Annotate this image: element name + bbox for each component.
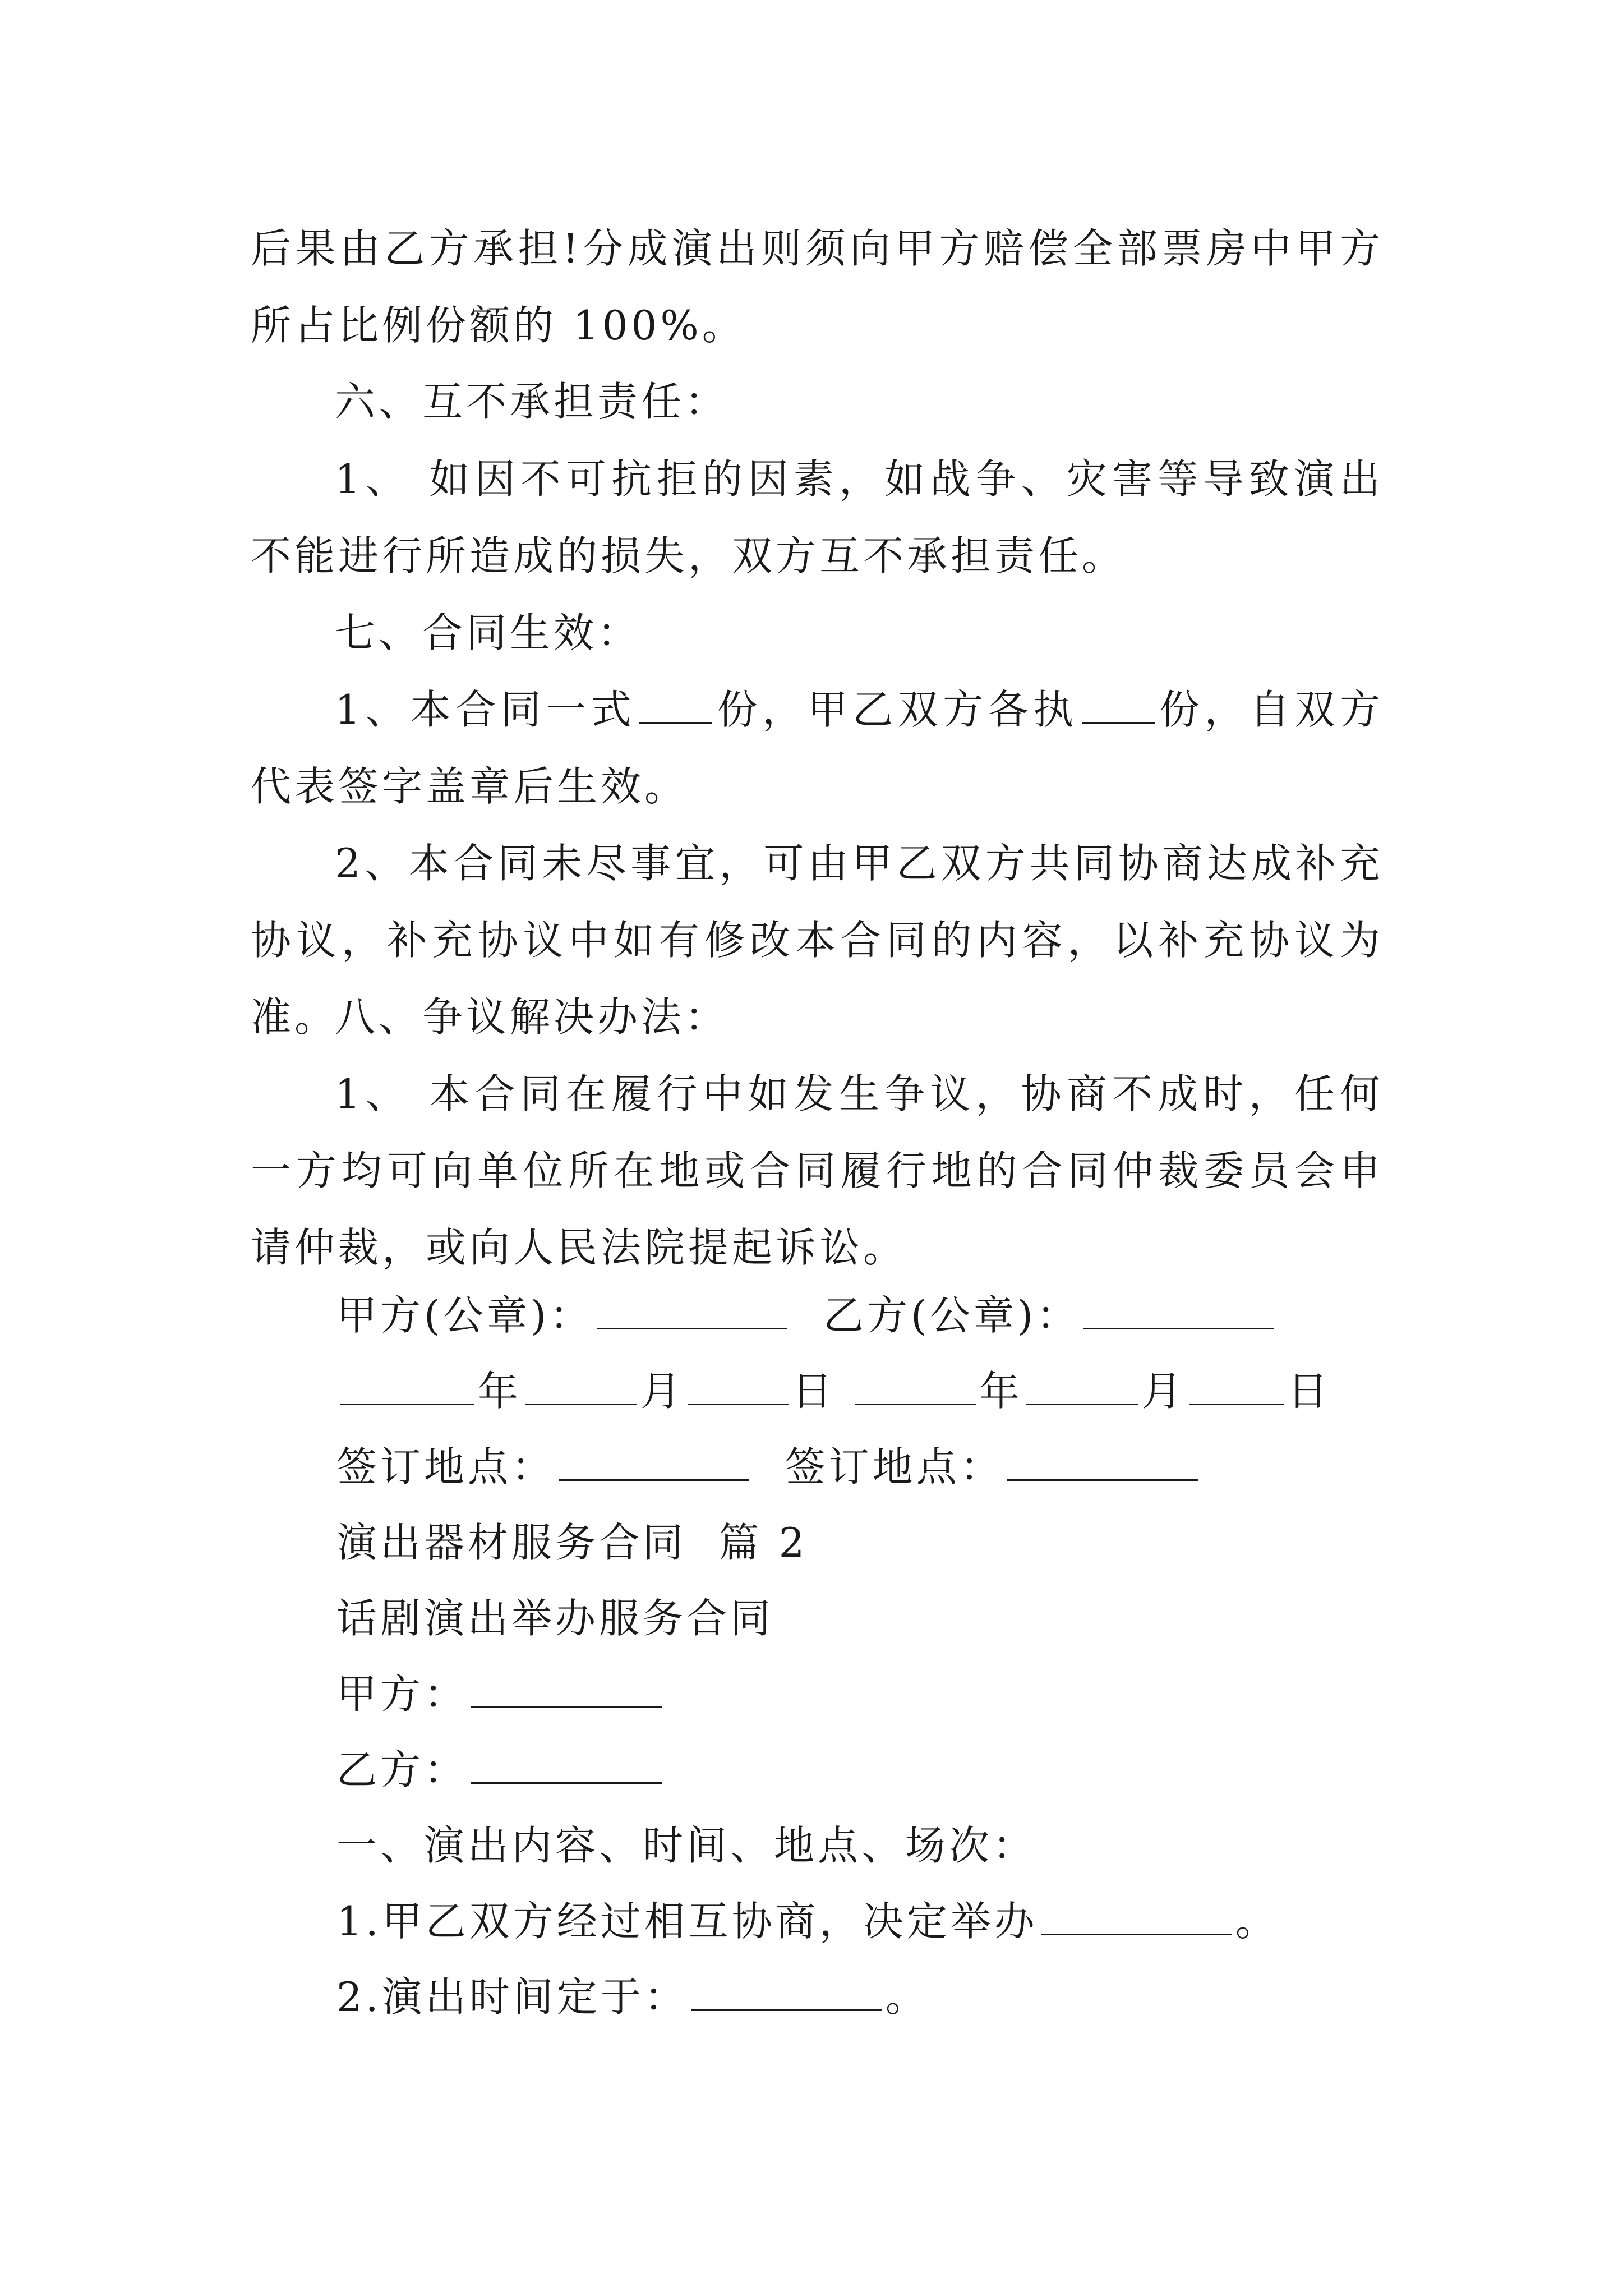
heading-dispute: 八、争议解决办法： xyxy=(335,993,729,1041)
item-2-line xyxy=(336,1972,929,2022)
section2-subtitle: 话剧演出举办服务合同 xyxy=(336,1595,774,1642)
item-1-text: 1.甲乙双方经过相互协商，决定举办 xyxy=(336,1898,1038,1945)
copies-text-3: 份，自双方代表签字盖章后生效。 xyxy=(251,686,1384,810)
paragraph-consequence: 后果由乙方承担!分成演出则须向甲方赔偿全部票房中甲方所占比例份额的 100%。 xyxy=(251,225,1384,349)
party-b-name-blank[interactable] xyxy=(471,1750,662,1784)
item-2-blank[interactable] xyxy=(691,1977,882,2011)
heading-contract-effect: 七、合同生效： xyxy=(335,609,642,656)
item-1-end: 。 xyxy=(1235,1898,1279,1945)
party-b-month-blank[interactable] xyxy=(1026,1371,1138,1405)
paragraph-arbitration: 1、 本合同在履行中如发生争议，协商不成时，任何一方均可向单位所在地或合同履行地的合同仲裁委员会申请仲裁，或向人民法院提起诉讼。 xyxy=(251,1070,1384,1271)
copies-total-blank[interactable] xyxy=(639,689,712,724)
party-b-place-blank[interactable] xyxy=(1007,1447,1198,1481)
party-b-label: 乙方： xyxy=(336,1746,468,1793)
date-line xyxy=(336,1366,1331,1416)
copies-each-blank[interactable] xyxy=(1082,689,1155,724)
day-label: 日 xyxy=(792,1368,836,1415)
party-a-place-blank[interactable] xyxy=(559,1447,749,1481)
party-b-seal-blank[interactable] xyxy=(1083,1295,1274,1329)
heading-no-liability: 六、互不承担责任： xyxy=(335,378,729,425)
party-a-seal-label: 甲方(公章)： xyxy=(336,1292,594,1339)
paragraph-supplement: 2、本合同未尽事宜，可由甲乙双方共同协商达成补充协议，补充协议中如有修改本合同的内容，以补充协议为准。 xyxy=(251,840,1384,1041)
item-2-end: 。 xyxy=(885,1973,929,2021)
party-b-line xyxy=(336,1745,665,1795)
paragraph-force-majeure: 1、 如因不可抗拒的因素，如战争、灾害等导致演出不能进行所造成的损失，双方互不承担责任。 xyxy=(251,455,1384,579)
party-a-day-blank[interactable] xyxy=(688,1371,789,1405)
paragraph-copies xyxy=(251,671,1384,825)
day-label: 日 xyxy=(1287,1368,1331,1415)
year-label: 年 xyxy=(979,1368,1023,1415)
party-a-seal-blank[interactable] xyxy=(597,1295,787,1329)
party-a-label: 甲方： xyxy=(336,1671,468,1718)
item-1-line xyxy=(336,1896,1279,1947)
month-label: 月 xyxy=(640,1368,685,1415)
party-a-place-label: 签订地点： xyxy=(336,1443,556,1490)
party-a-year-blank[interactable] xyxy=(340,1371,474,1405)
party-a-month-blank[interactable] xyxy=(525,1371,637,1405)
month-label: 月 xyxy=(1141,1368,1186,1415)
party-b-day-blank[interactable] xyxy=(1189,1371,1284,1405)
party-b-year-blank[interactable] xyxy=(855,1371,976,1405)
copies-text-2: 份，甲乙双方各执 xyxy=(716,686,1078,733)
copies-text-1: 1、本合同一式 xyxy=(335,686,637,733)
party-a-line xyxy=(336,1669,665,1719)
party-b-seal-label: 乙方(公章)： xyxy=(823,1292,1081,1339)
party-b-place-label: 签订地点： xyxy=(785,1443,1004,1490)
section2-title: 演出器材服务合同 篇 2 xyxy=(336,1519,808,1566)
party-a-name-blank[interactable] xyxy=(471,1674,662,1708)
seal-line xyxy=(336,1290,1278,1341)
heading-performance: 一、演出内容、时间、地点、场次： xyxy=(336,1822,1037,1869)
place-line xyxy=(336,1442,1201,1492)
year-label: 年 xyxy=(478,1368,522,1415)
item-1-blank[interactable] xyxy=(1041,1901,1232,1935)
item-2-text: 2.演出时间定于： xyxy=(336,1973,688,2021)
